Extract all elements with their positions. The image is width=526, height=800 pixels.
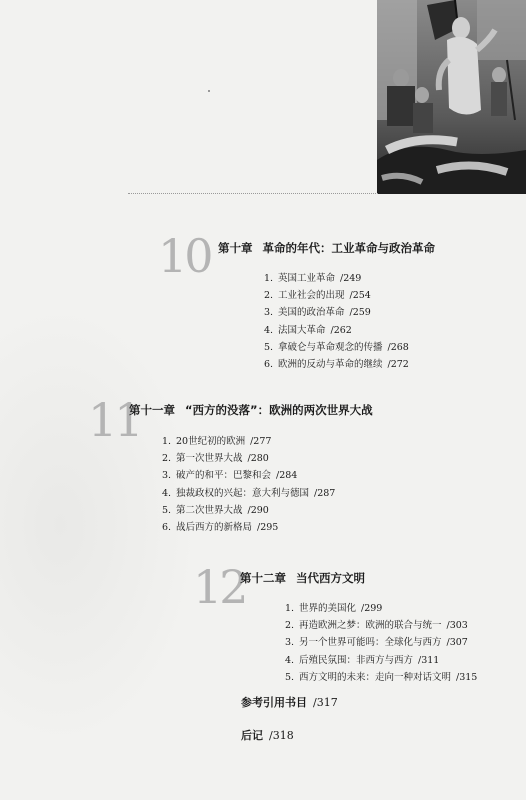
toc-entry-page: /299 bbox=[361, 603, 383, 614]
toc-entry-title: 美国的政治革命 bbox=[278, 307, 345, 319]
chapter-title-text: “西方的没落”：欧洲的两次世界大战 bbox=[185, 403, 373, 417]
chapter-11-toc bbox=[162, 433, 335, 536]
toc-entry[interactable] bbox=[264, 356, 409, 373]
toc-entry[interactable] bbox=[285, 652, 477, 669]
chapter-10-number: 10 bbox=[158, 229, 211, 283]
toc-entry[interactable] bbox=[162, 485, 335, 502]
toc-entry[interactable] bbox=[285, 669, 477, 686]
toc-entry-number: 5. bbox=[285, 671, 295, 683]
chapter-label: 第十一章 bbox=[129, 403, 175, 417]
toc-entry[interactable] bbox=[264, 339, 409, 356]
toc-entry[interactable] bbox=[264, 322, 409, 339]
toc-entry-page: /287 bbox=[314, 487, 336, 499]
scan-speck bbox=[208, 90, 210, 92]
toc-entry-page: /290 bbox=[247, 504, 269, 516]
chapter-title-text: 当代西方文明 bbox=[296, 571, 365, 585]
toc-entry-number: 6. bbox=[264, 359, 274, 371]
toc-entry-page: /254 bbox=[349, 290, 371, 302]
toc-entry-number: 5. bbox=[162, 504, 172, 516]
toc-entry-page: /280 bbox=[247, 453, 269, 465]
toc-entry[interactable] bbox=[285, 617, 477, 634]
toc-entry-title: 后殖民氛围：非西方与西方 bbox=[299, 654, 414, 666]
toc-entry-number: 2. bbox=[162, 453, 172, 465]
toc-entry-title: 再造欧洲之梦：欧洲的联合与统一 bbox=[299, 620, 442, 632]
toc-entry-page: /277 bbox=[250, 436, 272, 447]
toc-entry-title: 第一次世界大战 bbox=[176, 453, 243, 465]
dotted-rule bbox=[128, 193, 378, 194]
toc-entry-number: 6. bbox=[162, 522, 172, 534]
afterword-entry[interactable] bbox=[241, 727, 294, 743]
toc-entry-number: 3. bbox=[162, 470, 172, 482]
toc-entry-number: 3. bbox=[264, 307, 274, 319]
toc-entry-page: /315 bbox=[456, 671, 478, 683]
afterword-page: /318 bbox=[269, 729, 294, 742]
toc-entry-page: /311 bbox=[418, 654, 440, 666]
toc-entry-number: 4. bbox=[285, 654, 295, 666]
chapter-label: 第十章 bbox=[218, 241, 253, 255]
toc-entry-page: /262 bbox=[330, 324, 352, 336]
references-entry[interactable] bbox=[241, 694, 338, 710]
toc-entry-number: 5. bbox=[264, 341, 274, 353]
toc-entry-page: /284 bbox=[276, 470, 298, 482]
chapter-title-text: 革命的年代：工业革命与政治革命 bbox=[262, 241, 435, 255]
chapter-11-title bbox=[129, 405, 373, 417]
toc-entry[interactable] bbox=[162, 519, 335, 536]
toc-entry-page: /268 bbox=[387, 341, 409, 353]
chapter-10-title bbox=[218, 243, 435, 255]
chapter-label: 第十二章 bbox=[240, 571, 286, 585]
toc-entry-title: 20世纪初的欧洲 bbox=[176, 436, 246, 447]
toc-entry-title: 工业社会的出现 bbox=[278, 290, 345, 302]
chapter-12-title bbox=[240, 573, 365, 585]
cover-painting bbox=[377, 0, 526, 194]
painting-illustration bbox=[377, 0, 526, 194]
toc-entry-number: 2. bbox=[264, 290, 274, 302]
references-title: 参考引用书目 bbox=[241, 696, 307, 709]
toc-entry[interactable] bbox=[162, 450, 335, 467]
chapter-12-number: 12 bbox=[193, 560, 246, 614]
toc-entry[interactable] bbox=[285, 600, 477, 617]
toc-entry-title: 独裁政权的兴起：意大利与德国 bbox=[176, 487, 310, 499]
chapter-11-number: 11 bbox=[88, 393, 141, 447]
toc-entry-number: 1. bbox=[162, 436, 172, 447]
references-page: /317 bbox=[313, 696, 338, 709]
toc-entry-number: 2. bbox=[285, 620, 295, 632]
toc-entry-number: 4. bbox=[162, 487, 172, 499]
toc-entry-number: 1. bbox=[264, 273, 274, 284]
toc-entry-title: 破产的和平：巴黎和会 bbox=[176, 470, 272, 482]
toc-entry-number: 4. bbox=[264, 324, 274, 336]
toc-entry[interactable] bbox=[162, 467, 335, 484]
toc-entry-page: /303 bbox=[446, 620, 468, 632]
afterword-title: 后记 bbox=[241, 729, 263, 742]
toc-entry-page: /249 bbox=[340, 273, 362, 284]
toc-entry[interactable] bbox=[264, 270, 409, 287]
toc-entry[interactable] bbox=[264, 287, 409, 304]
toc-entry-title: 欧洲的反动与革命的继续 bbox=[278, 359, 383, 371]
toc-entry-title: 西方文明的未来：走向一种对话文明 bbox=[299, 671, 452, 683]
toc-entry-title: 英国工业革命 bbox=[278, 273, 336, 284]
toc-entry-number: 1. bbox=[285, 603, 295, 614]
toc-entry-page: /295 bbox=[257, 522, 279, 534]
toc-entry[interactable] bbox=[162, 502, 335, 519]
toc-entry[interactable] bbox=[285, 634, 477, 651]
toc-entry[interactable] bbox=[162, 433, 335, 450]
toc-entry-title: 法国大革命 bbox=[278, 324, 326, 336]
toc-entry-title: 拿破仑与革命观念的传播 bbox=[278, 341, 383, 353]
chapter-10-toc bbox=[264, 270, 409, 373]
toc-entry-number: 3. bbox=[285, 637, 295, 649]
toc-entry-title: 世界的美国化 bbox=[299, 603, 357, 614]
toc-entry-title: 战后西方的新格局 bbox=[176, 522, 253, 534]
toc-entry-page: /307 bbox=[446, 637, 468, 649]
toc-entry-title: 第二次世界大战 bbox=[176, 504, 243, 516]
toc-entry-page: /259 bbox=[349, 307, 371, 319]
toc-entry[interactable] bbox=[264, 304, 409, 321]
toc-entry-title: 另一个世界可能吗：全球化与西方 bbox=[299, 637, 442, 649]
toc-entry-page: /272 bbox=[387, 359, 409, 371]
chapter-12-toc bbox=[285, 600, 477, 686]
